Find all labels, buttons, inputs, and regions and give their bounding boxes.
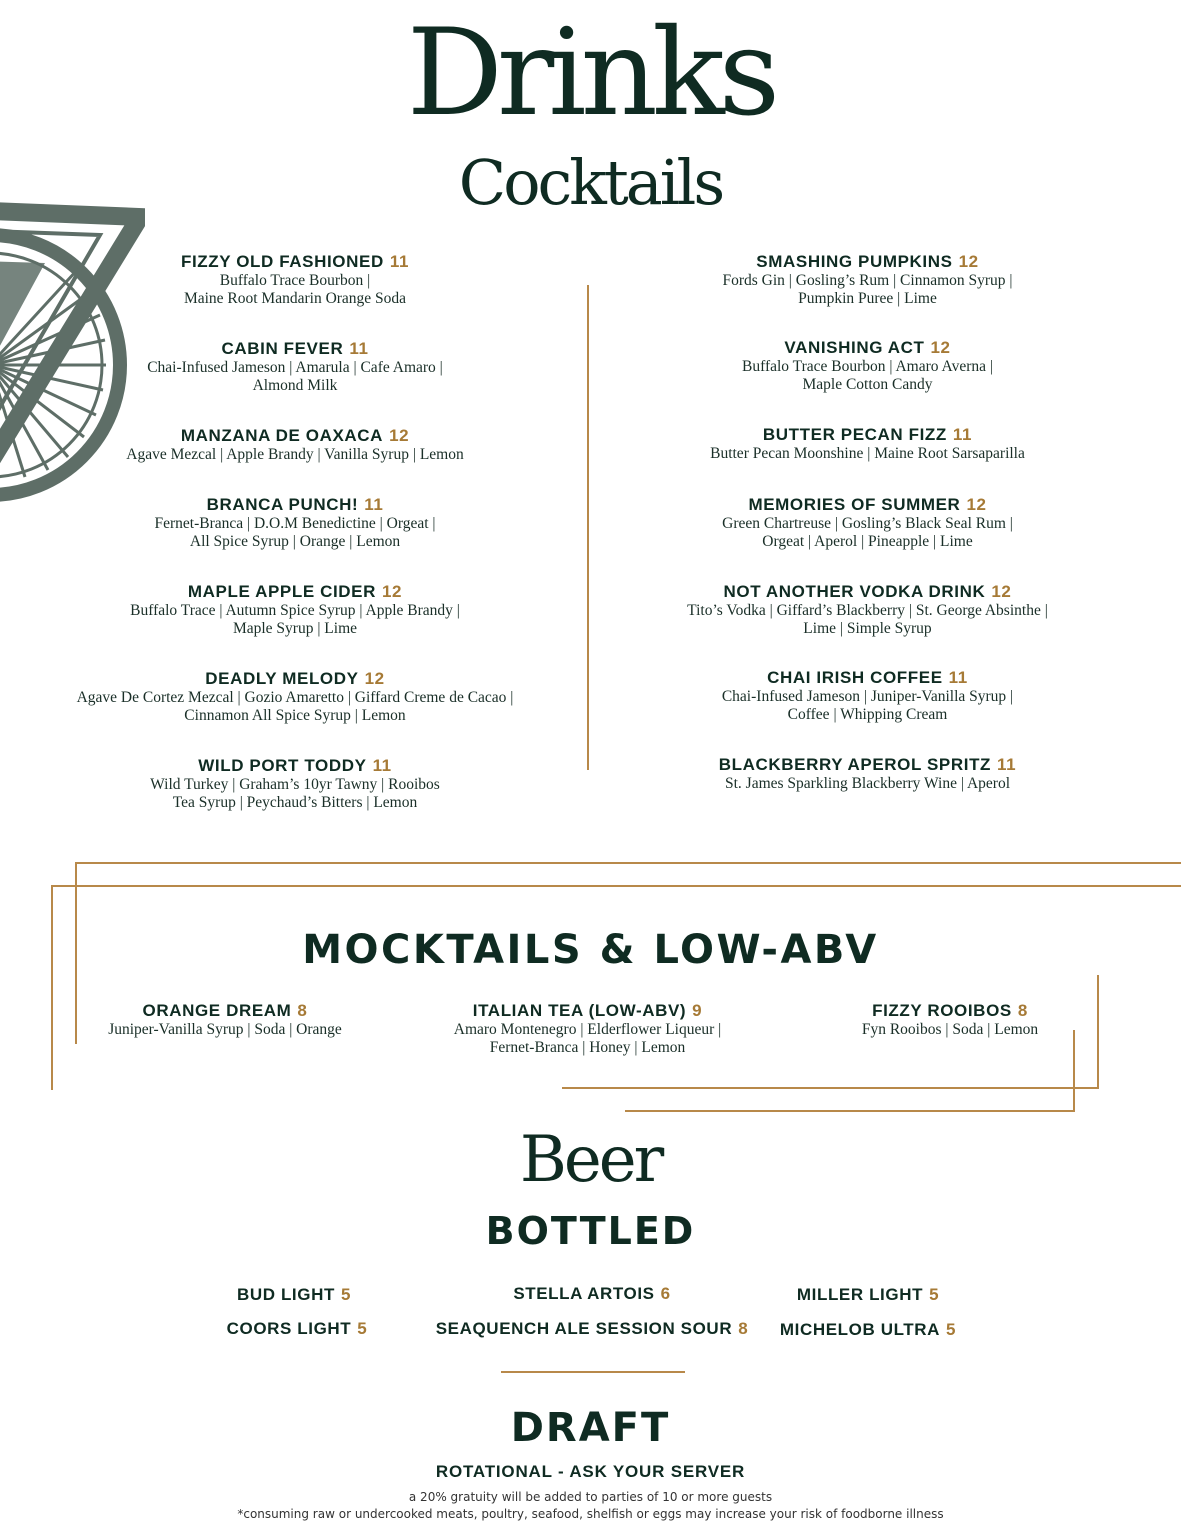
menu-item — [640, 252, 1095, 307]
item-desc: Agave De Cortez Mezcal | Gozio Amaretto | Giffard Creme de Cacao | — [76, 689, 514, 706]
item-price: 11 — [349, 339, 369, 358]
menu-item — [640, 668, 1095, 723]
item-name: BLACKBERRY APEROL SPRITZ — [718, 755, 992, 774]
item-price: 8 — [1017, 1001, 1028, 1020]
frame-line — [1073, 1030, 1075, 1112]
beer-item — [758, 1320, 978, 1340]
item-desc: Coffee | Whipping Cream — [787, 705, 948, 723]
item-desc: Maple Cotton Candy — [802, 375, 933, 393]
item-name: ITALIAN TEA (LOW-ABV) — [472, 1001, 687, 1020]
item-name: MICHELOB ULTRA — [779, 1320, 941, 1339]
beer-item — [768, 1285, 968, 1305]
frame-line — [1097, 975, 1099, 1089]
item-price: 11 — [948, 668, 968, 687]
menu-item — [50, 495, 540, 550]
item-price: 12 — [364, 669, 385, 688]
draft-note: ROTATIONAL - ASK YOUR SERVER — [435, 1462, 746, 1481]
menu-item — [50, 669, 540, 724]
item-name: BUD LIGHT — [236, 1285, 335, 1304]
item-desc: Fernet-Branca | Honey | Lemon — [489, 1038, 686, 1056]
menu-item — [50, 339, 540, 394]
item-name: BRANCA PUNCH! — [206, 495, 359, 514]
bottled-heading: BOTTLED — [485, 1209, 696, 1253]
item-desc: Amaro Montenegro | Elderflower Liqueur | — [453, 1021, 722, 1038]
menu-item — [430, 1001, 745, 1056]
item-price: 8 — [297, 1001, 308, 1020]
item-price: 5 — [357, 1319, 368, 1338]
item-name: FIZZY ROOIBOS — [872, 1001, 1012, 1020]
beer-item — [422, 1319, 762, 1339]
item-desc: Maple Syrup | Lime — [232, 619, 358, 637]
item-desc: All Spice Syrup | Orange | Lemon — [189, 532, 401, 550]
item-desc: Buffalo Trace Bourbon | Amaro Averna | — [741, 358, 993, 375]
item-price: 12 — [991, 582, 1012, 601]
item-name: WILD PORT TODDY — [198, 756, 367, 775]
menu-item — [640, 755, 1095, 793]
menu-item — [640, 338, 1095, 393]
item-desc: Buffalo Trace Bourbon | — [219, 272, 371, 289]
menu-item — [80, 1001, 370, 1039]
item-price: 11 — [389, 252, 409, 271]
menu-item — [50, 756, 540, 811]
item-name: MILLER LIGHT — [796, 1285, 924, 1304]
beer-item — [197, 1319, 397, 1339]
item-desc: Juniper-Vanilla Syrup | Soda | Orange — [108, 1021, 342, 1038]
frame-line — [51, 885, 53, 1090]
item-name: FIZZY OLD FASHIONED — [181, 252, 384, 271]
item-name: CABIN FEVER — [221, 339, 344, 358]
item-desc: Fyn Rooibos | Soda | Lemon — [861, 1021, 1039, 1038]
gratuity-note: a 20% gratuity will be added to parties of 10 or more guests — [408, 1490, 773, 1504]
item-desc: Green Chartreuse | Gosling’s Black Seal Rum | — [722, 515, 1013, 532]
item-price: 5 — [340, 1285, 351, 1304]
item-desc: Fernet-Branca | D.O.M Benedictine | Orgeat | — [154, 515, 436, 532]
item-name: MAPLE APPLE CIDER — [187, 582, 376, 601]
item-desc: Cinnamon All Spice Syrup | Lemon — [184, 706, 406, 724]
menu-item — [640, 425, 1095, 463]
menu-item — [640, 582, 1095, 637]
item-name: MANZANA DE OAXACA — [180, 426, 384, 445]
menu-item — [50, 582, 540, 637]
frame-line — [562, 1087, 1099, 1089]
frame-line — [75, 862, 1181, 864]
item-desc: Orgeat | Aperol | Pineapple | Lime — [762, 532, 973, 550]
menu-item — [50, 252, 540, 307]
cocktails-heading: Cocktails — [458, 146, 723, 219]
beer-heading: Beer — [519, 1123, 662, 1197]
item-price: 9 — [692, 1001, 703, 1020]
item-price: 11 — [372, 756, 392, 775]
item-desc: Chai-Infused Jameson | Amarula | Cafe Amaro | — [147, 359, 443, 376]
item-desc: Pumpkin Puree | Lime — [798, 289, 937, 307]
item-name: MEMORIES OF SUMMER — [748, 495, 961, 514]
item-price: 11 — [997, 755, 1017, 774]
item-desc: Lime | Simple Syrup — [803, 619, 932, 637]
draft-heading: DRAFT — [510, 1405, 671, 1451]
item-price: 6 — [660, 1284, 671, 1303]
item-price: 12 — [389, 426, 410, 445]
item-name: BUTTER PECAN FIZZ — [762, 425, 947, 444]
item-desc: Butter Pecan Moonshine | Maine Root Sarsaparilla — [710, 445, 1025, 462]
item-name: NOT ANOTHER VODKA DRINK — [723, 582, 986, 601]
health-warning: *consuming raw or undercooked meats, poultry, seafood, shelfish or eggs may increase your risk of foodborne illness — [237, 1507, 944, 1521]
item-desc: Buffalo Trace | Autumn Spice Syrup | Apple Brandy | — [130, 602, 460, 619]
frame-line — [51, 885, 1181, 887]
item-name: VANISHING ACT — [784, 338, 925, 357]
item-desc: Almond Milk — [252, 376, 338, 394]
item-desc: Tea Syrup | Peychaud’s Bitters | Lemon — [172, 793, 418, 811]
item-price: 11 — [364, 495, 384, 514]
item-desc: Wild Turkey | Graham’s 10yr Tawny | Rooibos — [150, 776, 440, 793]
item-price: 5 — [929, 1285, 940, 1304]
item-desc: Agave Mezcal | Apple Brandy | Vanilla Syrup | Lemon — [126, 446, 464, 463]
item-name: SEAQUENCH ALE SESSION SOUR — [435, 1319, 733, 1338]
item-name: COORS LIGHT — [226, 1319, 352, 1338]
item-price: 12 — [958, 252, 979, 271]
item-desc: Maine Root Mandarin Orange Soda — [183, 289, 407, 307]
column-divider — [587, 285, 589, 770]
item-name: SMASHING PUMPKINS — [756, 252, 953, 271]
item-name: CHAI IRISH COFFEE — [767, 668, 943, 687]
item-desc: St. James Sparkling Blackberry Wine | Aperol — [724, 775, 1011, 792]
item-price: 11 — [952, 425, 973, 444]
mocktails-heading: MOCKTAILS & LOW-ABV — [302, 927, 879, 973]
menu-item — [640, 495, 1095, 550]
frame-line — [625, 1110, 1075, 1112]
item-price: 12 — [930, 338, 951, 357]
item-price: 12 — [966, 495, 987, 514]
item-desc: Tito’s Vodka | Giffard’s Blackberry | St. George Absinthe | — [687, 602, 1048, 619]
item-price: 8 — [738, 1319, 749, 1338]
item-name: STELLA ARTOIS — [513, 1284, 655, 1303]
beer-item — [194, 1285, 394, 1305]
section-divider — [501, 1371, 685, 1373]
page-title: Drinks — [406, 4, 775, 143]
item-name: ORANGE DREAM — [142, 1001, 292, 1020]
item-desc: Chai-Infused Jameson | Juniper-Vanilla Syrup | — [721, 688, 1014, 705]
item-desc: Fords Gin | Gosling’s Rum | Cinnamon Syrup | — [722, 272, 1013, 289]
beer-item — [480, 1284, 704, 1304]
item-name: DEADLY MELODY — [205, 669, 359, 688]
menu-item — [835, 1001, 1065, 1039]
item-price: 12 — [381, 582, 403, 601]
item-price: 5 — [946, 1320, 957, 1339]
menu-item — [50, 426, 540, 464]
